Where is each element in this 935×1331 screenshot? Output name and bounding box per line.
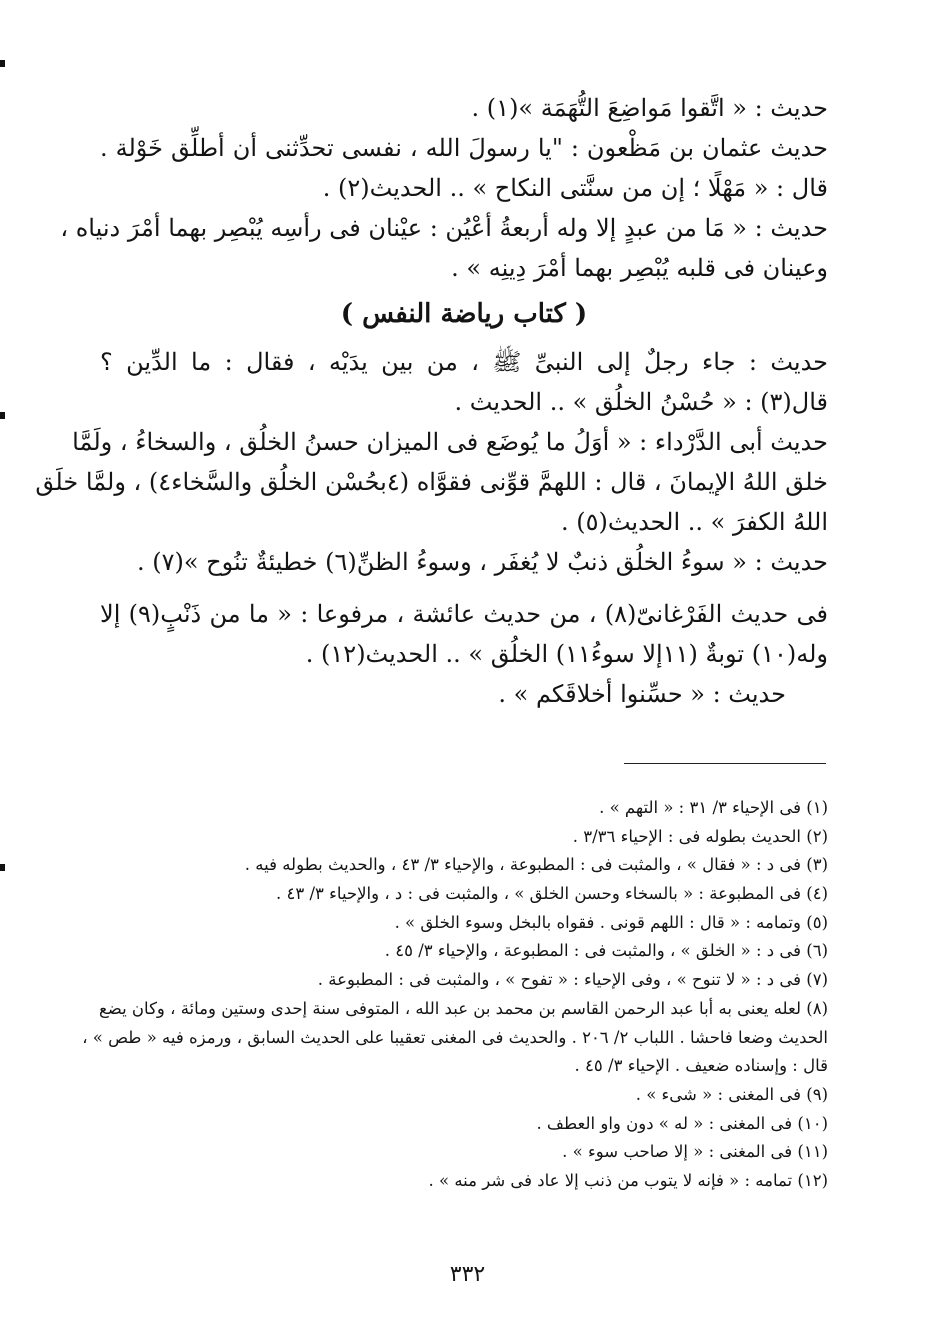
section-title: ( كتاب رياضة النفس )	[340, 299, 588, 329]
body-line: حديث : « سوءُ الخلُق ذنبٌ لا يُغفَر ، وسوءُ الظنِّ(٦) خطيئةٌ تنُوح »(٧) .	[136, 548, 828, 576]
footnote: (٣) فى د : « فقال » ، والمثبت فى : المطبوعة ، والإحياء ٣/ ٤٣ ، والحديث بطوله فيه .	[244, 855, 828, 875]
scan-edge-mark	[0, 412, 5, 419]
body-line: حديث : جاء رجلٌ إلى النبىِّ ﷺ ، من بين يدَيْه ، فقال : ما الدِّين ؟	[100, 348, 828, 376]
footnotes	[82, 794, 828, 1196]
footnote: (١٢) تمامه : « فإنه لا يتوب من ذنب إلا عاد فى شر منه » .	[428, 1170, 828, 1190]
body-line: اللهُ الكفرَ » .. الحديث(٥) .	[560, 508, 828, 536]
footnote: (٨) لعله يعنى به أبا عبد الرحمن القاسم بن محمد بن عبد الله ، المتوفى سنة إحدى وستين ومائة ، وكان يضع	[99, 998, 828, 1018]
footnote-separator	[624, 763, 826, 764]
body-line: وعينان فى قلبه يُبْصِر بهما أمْرَ دِينِه » .	[451, 254, 828, 282]
footnote: (١) فى الإحياء ٣/ ٣١ : « التهم » .	[599, 798, 828, 817]
footnote: قال : وإسناده ضعيف . الإحياء ٣/ ٤٥ .	[574, 1056, 828, 1076]
main-text	[35, 88, 829, 714]
body-line: حديث أبى الدَّرْداء : « أوَلُ ما يُوضَع فى الميزان حسنُ الخلُق ، والسخاءُ ، ولَمَّا	[72, 428, 828, 456]
body-line: حديث عثمان بن مَظْعون : "يا رسولَ الله ، نفسى تحدِّثنى أن أطلِّق خَوْلة .	[100, 134, 829, 162]
footnote: (٥) وتمامه : « قال : اللهم قونى . فقواه بالبخل وسوء الخلق » .	[394, 912, 828, 932]
scan-edge-mark	[0, 864, 5, 871]
footnote: (١١) فى المغنى : « إلا صاحب سوء » .	[562, 1142, 828, 1162]
body-line: حديث : « اتَّقوا مَواضِعَ التُّهَمَة »(١) .	[471, 94, 828, 122]
footnote: (٧) فى د : « لا تنوح » ، وفى الإحياء : « تفوح » ، والمثبت فى : المطبوعة .	[317, 970, 828, 990]
footnote: (٤) فى المطبوعة : « بالسخاء وحسن الخلق » ، والمثبت فى : د ، والإحياء ٣/ ٤٣ .	[276, 884, 828, 904]
scan-edge-mark	[0, 60, 5, 67]
page-number: ٣٣٢	[449, 1262, 486, 1287]
body-line: قال(٣) : « حُسْنُ الخلُق » .. الحديث .	[454, 388, 828, 416]
body-line: حديث : « مَا من عبدٍ إلا وله أربعةُ أعْيُن : عيْنان فى رأسِه يُبْصِر بهما أمْرَ دنياه ،	[60, 214, 828, 242]
footnote: الحديث وضعا فاحشا . اللباب ٢/ ٢٠٦ . والحديث فى المغنى تعقيبا على الحديث السابق ، ورمزه فيه « طص » ،	[82, 1027, 828, 1047]
footnote: (٩) فى المغنى : « شىء » .	[635, 1084, 828, 1104]
footnote: (١٠) فى المغنى : « له » دون واو العطف .	[536, 1113, 828, 1133]
body-line: وله(١٠) توبةٌ (١١إلا سوءُ١١) الخلُق » .. الحديث(١٢) .	[305, 640, 828, 668]
body-line: قال : « مَهْلًا ؛ إن من سنَّتى النكاح » .. الحديث(٢) .	[322, 174, 828, 202]
footnote: (٦) فى د : « الخلق » ، والمثبت فى : المطبوعة ، والإحياء ٣/ ٤٥ .	[384, 941, 828, 961]
body-line: خلق اللهُ الإيمانَ ، قال : اللهمَّ قوِّنى فقوَّاه (٤بحُسْن الخلُق والسَّخاء٤) ، ولمَّا خلَق	[35, 468, 828, 496]
body-line: حديث : « حسِّنوا أخلاقَكم » .	[498, 680, 786, 708]
paragraph-gap	[100, 582, 828, 594]
body-line: فى حديث الفَرْغانىّ(٨) ، من حديث عائشة ، مرفوعا : « ما من ذَنْبٍ(٩) إلا	[100, 600, 828, 628]
footnote: (٢) الحديث بطوله فى : الإحياء ٣/٣٦ .	[572, 826, 828, 846]
